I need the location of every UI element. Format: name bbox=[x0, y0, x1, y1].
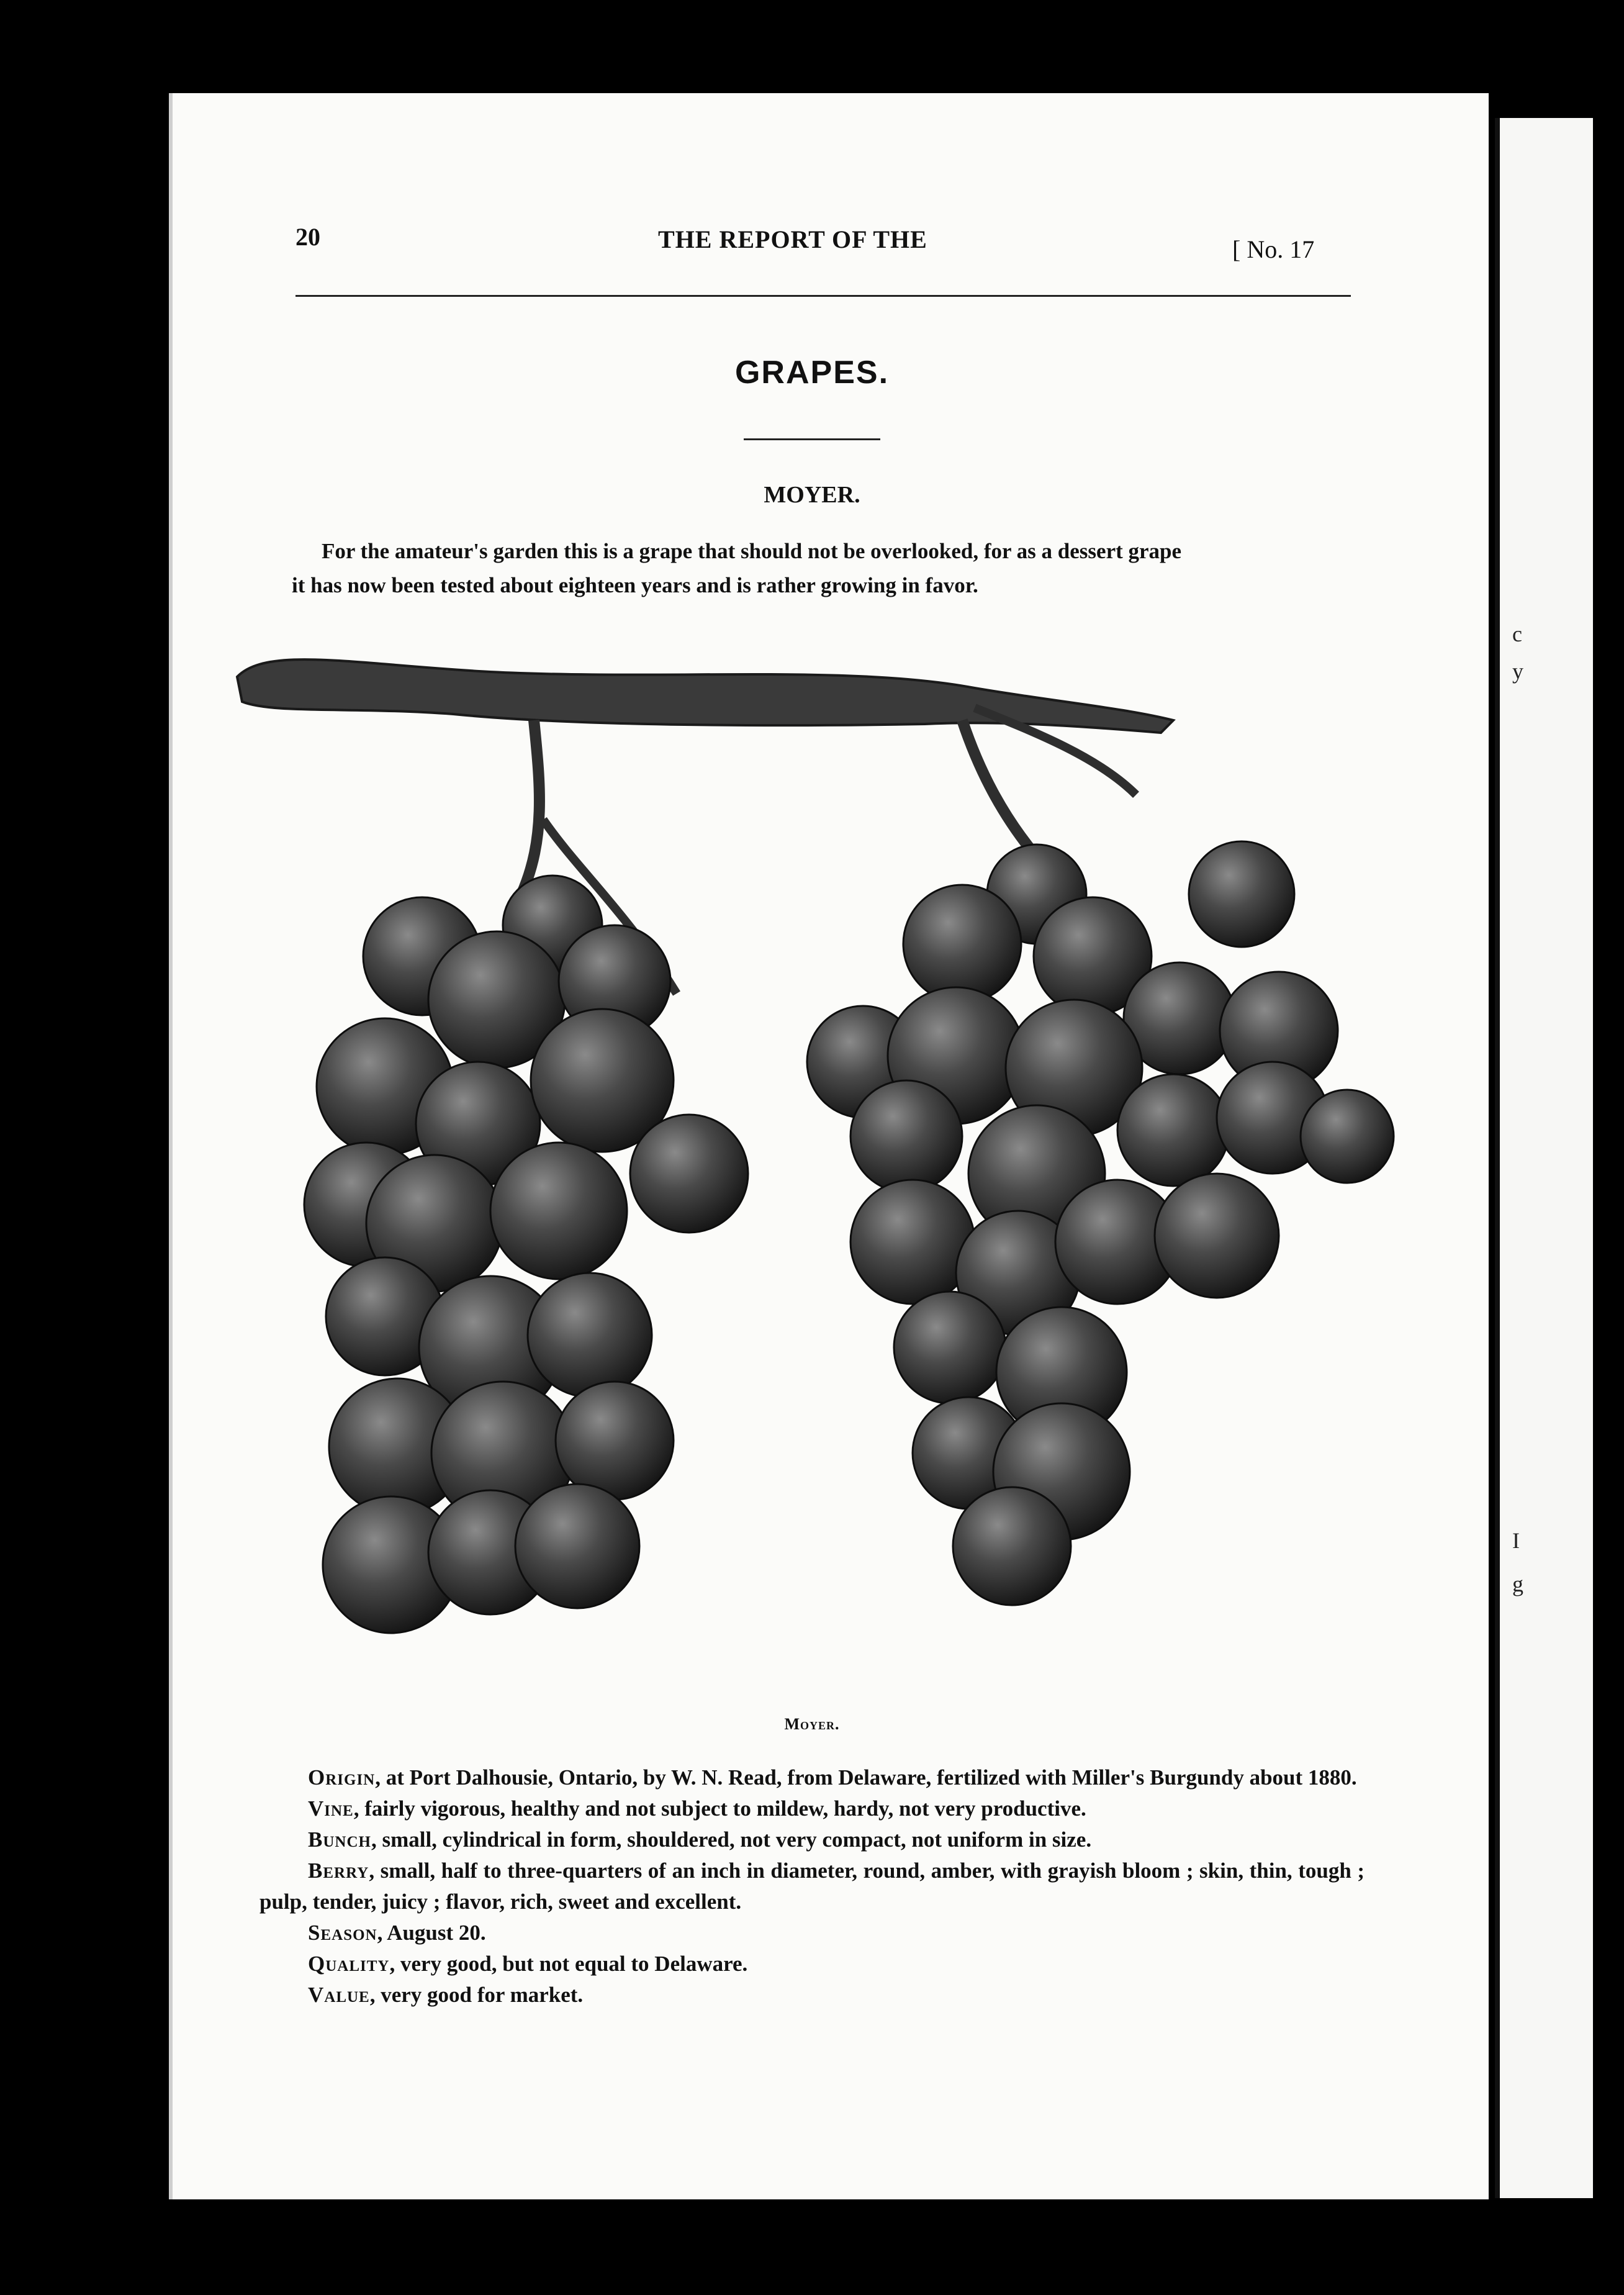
entry-key: Origin bbox=[308, 1765, 376, 1790]
adjacent-letter: g bbox=[1512, 1572, 1523, 1596]
adjacent-letter: y bbox=[1512, 659, 1523, 684]
description-entry bbox=[259, 1980, 1365, 2011]
page-number: 20 bbox=[295, 223, 320, 251]
left-grape-bunch bbox=[304, 876, 748, 1633]
grape-figure bbox=[230, 633, 1397, 1714]
figure-caption: Moyer. bbox=[784, 1715, 840, 1733]
intro-line: it has now been tested about eighteen years and is rather growing in favor. bbox=[292, 573, 978, 597]
entry-key: Quality bbox=[308, 1952, 390, 1976]
description-entry bbox=[259, 1949, 1365, 1980]
entry-key: Season bbox=[308, 1921, 377, 1945]
header-rule bbox=[295, 295, 1351, 297]
variety-description bbox=[259, 1762, 1365, 2011]
entry-key: Value bbox=[308, 1983, 370, 2007]
adjacent-letter: I bbox=[1512, 1528, 1520, 1553]
section-title: GRAPES. bbox=[734, 355, 890, 391]
title-divider bbox=[744, 438, 880, 440]
adjacent-letter: c bbox=[1512, 622, 1522, 646]
entry-key: Bunch bbox=[308, 1827, 371, 1852]
description-entry bbox=[259, 1762, 1365, 1793]
entry-text: , August 20. bbox=[377, 1921, 486, 1945]
entry-text: , fairly vigorous, healthy and not subject to mildew, hardy, not very productive. bbox=[353, 1796, 1086, 1821]
right-grape-bunch bbox=[807, 841, 1394, 1605]
entry-key: Berry bbox=[308, 1858, 369, 1883]
entry-text: , small, half to three-quarters of an inch in diameter, round, amber, with grayish bloom ; skin, thin, tough ; pulp, tender, juicy ; flavor, rich, sweet and excellent. bbox=[259, 1858, 1365, 1914]
description-entry bbox=[259, 1793, 1365, 1824]
running-title: THE REPORT OF THE bbox=[658, 225, 927, 253]
description-entry bbox=[259, 1855, 1365, 1917]
entry-text: , at Port Dalhousie, Ontario, by W. N. Read, from Delaware, fertilized with Miller's Burgundy about 1880. bbox=[375, 1765, 1357, 1790]
entry-text: , small, cylindrical in form, shouldered, not very compact, not uniform in size. bbox=[371, 1827, 1092, 1852]
entry-text: , very good for market. bbox=[369, 1983, 584, 2007]
adjacent-page-edge bbox=[1495, 118, 1593, 2198]
description-entry bbox=[259, 1824, 1365, 1855]
entry-key: Vine bbox=[308, 1796, 354, 1821]
description-entry bbox=[259, 1917, 1365, 1949]
left-bunch-stem bbox=[521, 720, 539, 894]
intro-line: For the amateur's garden this is a grape that should not be overlooked, for as a dessert grape bbox=[322, 539, 1182, 563]
variety-heading: MOYER. bbox=[764, 482, 860, 508]
report-number: [ No. 17 bbox=[1232, 235, 1315, 263]
vine-cane bbox=[237, 659, 1173, 733]
intro-paragraph bbox=[292, 534, 1360, 602]
right-bunch-stem bbox=[962, 720, 1037, 857]
entry-text: , very good, but not equal to Delaware. bbox=[389, 1952, 748, 1976]
grape-bunch-illustration bbox=[230, 633, 1397, 1714]
